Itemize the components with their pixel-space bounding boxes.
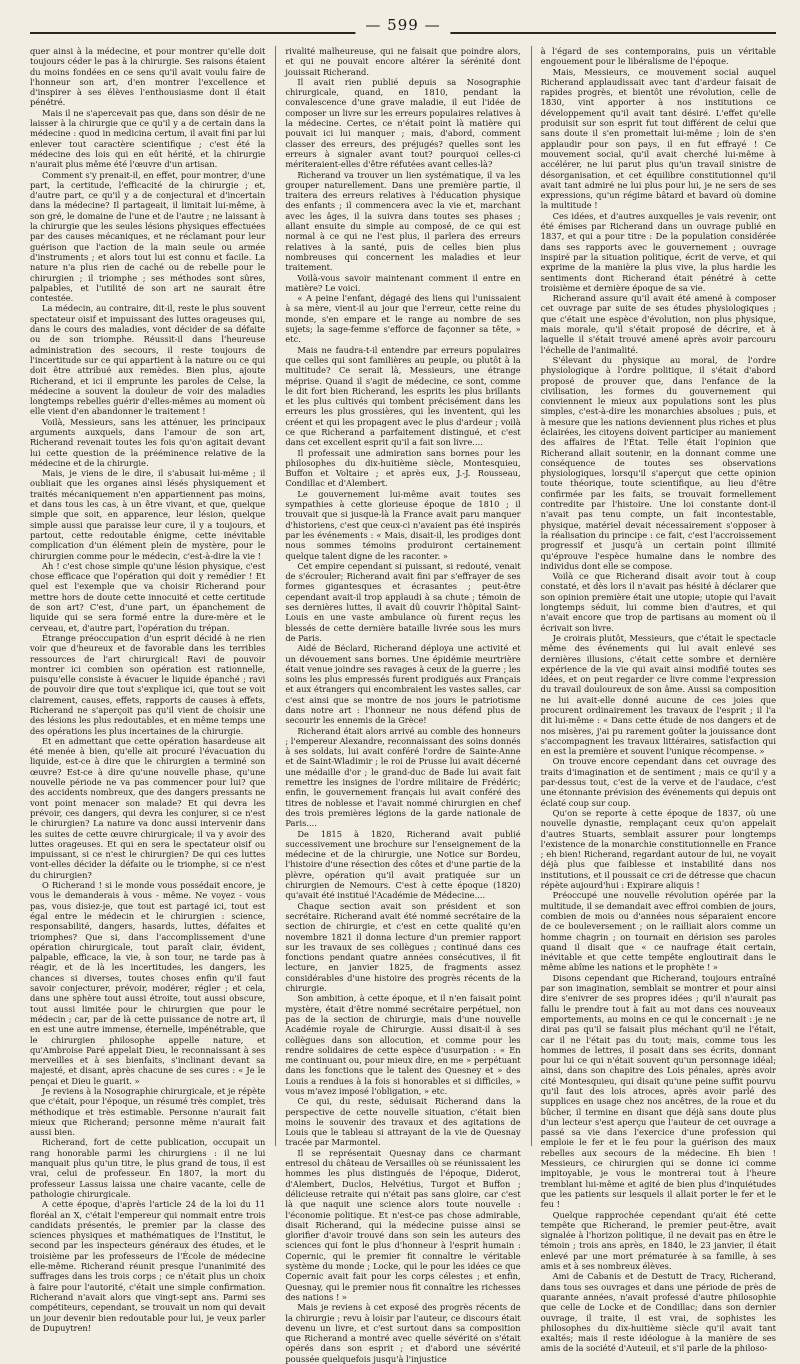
column-middle xyxy=(275,46,521,1364)
paragraph: Ami de Cabanis et de Destutt de Tracy, Richerand, dans tous ses ouvrages et dans une période de près de quarante années, n'avait professé d'autre philosophie que celle de Locke et de Condillac; dans son dernier ouvrage, il traite, il est vrai, de sophistes les philosophes du dix-huitième siècle qu'il avait tant exaltés; mais il reste idéologue à la manière de ses amis de la société d'Auteuil, et s'il parle de la philoso- xyxy=(540,1271,776,1354)
paragraph: S'élevant du physique au moral, de l'ordre physiologique à l'ordre politique, il s'était d'abord proposé de prouver que, dans l'enfance de la civilisation, les formes du gouvernement qui conviennent le mieux aux populations sont les plus simples, c'est-à-dire les monarchies absolues ; puis, et à mesure que les nations deviennent plus riches et plus éclairées, les citoyens doivent participer au maniement des affaires de l'État. Telle était l'opinion que Richerand allait soutenir, en la donnant comme une conséquence de toutes ses observations physiologiques, lorsqu'il s'aperçut que cette opinion toute théorique, toute scientifique, au lieu d'être confirmée par les faits, se trouvait formellement contredite par l'histoire. Une loi constante dont-il n'avait pas tenu compte, un fait incontestable, physique, matériel devait nécessairement s'opposer à la réalisation du principe : ce fait, c'est l'accroissement progressif et jusqu'à un certain point illimité qu'éprouve l'espèce humaine dans le nombre des individus dont elle se compose. xyxy=(540,354,776,571)
paragraph: Le gouvernement lui-même avait toutes ses sympathies à cette glorieuse époque de 1810 ; il trouvait que si jusque-là la France avait paru manquer d'historiens, c'est que ceux-ci n'avaient pas été inspirés par les événements : « Mais, disait-il, les prodiges dont nous sommes témoins produiront certainement quelque talent digne de les raconter. » xyxy=(285,488,521,561)
paragraph: Richerand assure qu'il avait été amené à composer cet ouvrage par suite de ses études physiologiques ; que c'était une espèce d'évolution, non plus physique, mais morale, qu'il s'était proposé de décrire, et à laquelle il s'était trouvé amené après avoir parcouru l'échelle de l'animalité. xyxy=(540,293,776,355)
paragraph: Mais il ne s'apercevait pas que, dans son désir de ne laisser à la chirurgie que ce qu'il y a de certain dans la médecine : quod in medicina certum, il avait fini par lui enlever tout caractère scientifique ; c'est été la médecine des lois qui en eût hérité, et la chirurgie n'aurait plus même été l'œuvre d'un artisan. xyxy=(30,107,266,170)
paragraph: Chaque section avait son président et son secrétaire. Richerand avait été nommé secrétaire de la section de chirurgie, et c'est en cette qualité qu'en novembre 1821 il donna lecture d'un premier rapport sur les travaux de ses collègues ; continué dans ces fonctions pendant quatre années consécutives, il fit lecture, en janvier 1825, de fragments assez considérables d'une histoire des progrès récents de la chirurgie. xyxy=(285,900,521,994)
paragraph: Je reviens à la Nosographie chirurgicale, et je répète que c'était, pour l'époque, un résumé très complet, très méthodique et très estimable. Personne n'aurait fait mieux que Richerand; personne même n'aurait fait aussi bien. xyxy=(30,1085,266,1138)
paragraph: Richerand était alors arrivé au comble des honneurs ; l'empereur Alexandre, reconnaissant des soins donnés à ses soldats, lui avait conféré l'ordre de Sainte-Anne et de Saint-Wladimir ; le roi de Prusse lui avait décerné une médaille d'or ; le grand-duc de Bade lui avait fait remettre les insignes de l'ordre militaire de Frédéric; enfin, le gouvernement français lui avait conféré des titres de noblesse et l'avait nommé chirurgien en chef des trois premières légions de la garde nationale de Paris.... xyxy=(285,725,521,829)
column-right xyxy=(531,46,776,1354)
paragraph: « A peine l'enfant, dégagé des liens qui l'unissaient à sa mère, vient-il au jour que l'erreur, cette reine du monde, s'en empare et le range au nombre de ses sujets; la sage-femme s'efforce de façonner sa tête, » etc. xyxy=(285,293,521,345)
paragraph: Richerand va trouver un lien systématique, il va les grouper naturellement. Dans une première partie, il traitera des erreurs relatives à l'éducation physique des enfants ; il commencera avec la vie et, marchant avec les âges, il la suivra dans toutes ses phases ; allant ensuite du simple au composé, de ce qui est normal à ce qui ne l'est plus, il parlera des erreurs relatives à la santé, puis de celles bien plus nombreuses qui concernent les maladies et leur traitement. xyxy=(285,169,521,273)
paragraph: Ah ! c'est chose simple qu'une lésion physique, c'est chose efficace que l'opération qui doit y remédier ! Et quel est l'exemple que va choisir Richerand pour mettre hors de doute cette innocuité et cette certitude de son art? C'est, d'une part, un épanchement de liquide qui se sera formé entre la dure-mère et le cerveau, et, d'autre part, l'opération du trépan. xyxy=(30,560,266,633)
page-header xyxy=(30,12,776,38)
paragraph: Mais je reviens à cet exposé des progrès récents de la chirurgie ; revu à loisir par l'auteur, ce discours était devenu un livre, et c'est surtout dans sa composition que Richerand a montré avec quelle sévérité on s'était opérés dans son esprit ; et d'abord une sévérité poussée quelquefois jusqu'à l'injustice xyxy=(285,1302,521,1364)
paragraph: Mais, Messieurs, ce mouvement social auquel Richerand applaudissait avec tant d'ardeur faisait de rapides progrès, et bientôt une révolution, celle de 1830, vint apporter à nos institutions ce développement qu'il avait tant désiré. L'effet qu'elle produisit sur son esprit fut tout différent de celui que sans doute il s'en promettait lui-même ; loin de s'en applaudir pour son pays, il en fut effrayé ! Ce mouvement social, qu'il avait cherché lui-même à accélérer, ne lui parut plus qu'un travail sinistre de désorganisation, et cet équilibre constitutionnel qu'il avait tant admiré ne lui plus pour lui, je ne sers de ses expressions, qu'un régime bâtard et bavard où domine la multitude ! xyxy=(540,66,776,211)
paragraph: On trouve encore cependant dans cet ouvrage des traits d'imagination et de sentiment ; mais ce qu'il y a par-dessus tout, c'est de la verve et de l'audace, c'est une étonnante prévision des événements qui depuis ont éclaté coup sur coup. xyxy=(540,756,776,808)
paragraph: Mais ne faudra-t-il entendre par erreurs populaires que celles qui sont familières au peuple, ou plutôt à la multitude? Ce serait là, Messieurs, une étrange méprise. Quand il s'agit de médecine, ce sont, comme le dit fort bien Richerand, les esprits les plus brillants et les plus cultivés qui tombent précisément dans les erreurs les plus grossières, qui les inventent, qui les créent et qui les propagent avec le plus d'ardeur ; voilà ce que Richerand a parfaitement distingué, et c'est dans cet excellent esprit qu'il a fait son livre.... xyxy=(285,344,521,448)
paragraph: Je croirais plutôt, Messieurs, que c'était le spectacle même des événements qui lui avait enlevé ses dernières illusions, c'était cette sombre et dernière expérience de la vie qui avait ainsi modifié toutes ses idées, et on peut regarder ce livre comme l'expression du travail douloureux de son âme. Aussi sa composition ne lui avait-elle donné aucune de ces joies que procurent ordinairement les travaux de l'esprit ; il l'a dit lui-même : « Dans cette étude de nos dangers et de nos misères, j'ai pu rarement goûter la jouissance dont s'accompagnent les travaux littéraires, satisfaction qui en est la première et souvent l'unique récompense. » xyxy=(540,632,776,757)
paragraph: Quelque rapprochée cependant qu'ait été cette tempête que Richerand, le premier peut-être, avait signalée à l'horizon politique, il ne devait pas en être le témoin ; trois ans après, en 1840, le 23 janvier, il était enlevé par une mort prématurée à sa famille, à ses amis et à ses nombreux élèves. xyxy=(540,1209,776,1272)
paragraph: Ce qui, du reste, séduisait Richerand dans la perspective de cette nouvelle situation, c'était bien moins le souvenir des travaux et des agitations de Louis que le tableau si attrayant de la vie de Quesnay tracée par Marmontel. xyxy=(285,1096,521,1148)
paragraph: Comment s'y prenait-il, en effet, pour montrer, d'une part, la certitude, l'efficacité de la chirurgie ; et, d'autre part, ce qu'il y a de conjectural et d'incertain dans la médecine? Il partageait, il limitait lui-même, à son gré, le domaine de l'une et de l'autre ; ne laissant à la chirurgie que les seules lésions physiques effectuées par des causes mécaniques, et ne réclamant pour leur guérison que l'action de la main seule ou armée d'instruments ; et alors tout lui est connu et facile. La nature n'a plus rien de caché ou de rebelle pour le chirurgien ; il triomphe ; ses méthodes sont sûres, palpables, et l'utilité de son art ne saurait être contestée. xyxy=(30,169,266,304)
text-columns xyxy=(30,46,776,1364)
paragraph: Il avait rien publié depuis sa Nosographie chirurgicale, quand, en 1810, pendant la convalescence d'une grave maladie, il eut l'idée de composer un livre sur les erreurs populaires relatives à la médecine. Certes, ce n'était point là matière qui pouvait ici lui manquer ; mais, d'abord, comment classer des erreurs, des préjugés? quelles sont les erreurs à signaler avant tout? pourquoi celles-ci mériteraient-elles d'être réfutées avant celles-là? xyxy=(285,76,521,170)
paragraph: rivalité malheureuse, qui ne faisait que poindre alors, et qui ne pouvait encore altérer la sérénité dont jouissait Richerand. xyxy=(285,46,521,77)
paragraph: Disons cependant que Richerand, toujours entraîné par son imagination, semblait se montrer et pour ainsi dire s'enivrer de ses propres idées ; qu'il n'aurait pas fallu le prendre tout à fait au mot dans ces nouveaux emportements, au moins en ce qui le concernait : je ne dirai pas qu'il se faisait plus méchant qu'il ne l'était, car il ne l'était pas du tout; mais, comme tous les hommes de lettres, il posait dans ses écrits, donnant pour lui ce qui n'était souvent qu'un personnage idéal; ainsi, dans son chapitre des Lois pénales, après avoir cité Montesquieu, qui disait qu'une peine suffit pourvu qu'il faut des lois atroces, après avoir parlé des supplices en usage chez nos ancêtres, de la roue et du bûcher, il termine en disant que déjà sans doute plus d'un lecteur s'est aperçu que l'auteur de cet ouvrage a passé sa vie dans l'exercice d'une profession qui emploie le fer et le feu pour la guérison des maux rebelles aux secours de la médecine. Eh bien ! Messieurs, ce chirurgien qui se donne ici comme impitoyable, je vous le montrerai tout à l'heure tremblant lui-même et agité de bien plus d'inquiétudes que les patients sur lesquels il allait porter le fer et le feu ! xyxy=(540,972,776,1210)
paragraph: Voilà, Messieurs, sans les atténuer, les principaux arguments auxquels, dans l'amour de son art, Richerand revenait toutes les fois qu'on agitait devant lui cette question de la prééminence relative de la médecine et de la chirurgie. xyxy=(30,416,266,468)
paragraph: Richerand, fort de cette publication, occupait un rang honorable parmi les chirurgiens : il ne lui manquait plus qu'un titre, le plus grand de tous, il est vrai, celui de professeur. En 1807, la mort du professeur Lassus laissa une chaire vacante, celle de pathologie chirurgicale. xyxy=(30,1137,266,1199)
paragraph: Cet empire cependant si puissant, si redouté, venait de s'écrouler; Richerand avait fini par s'effrayer de ses formes gigantesques et écrasantes ; peut-être cependant avait-il trop applaudi à sa chute ; témoin de ses dernières luttes, il avait dû couvrir l'hôpital Saint-Louis en une vaste ambulance où furent reçus les blessés de cette dernière bataille livrée sous les murs de Paris. xyxy=(285,560,521,643)
paragraph: A cette époque, d'après l'article 24 de la loi du 11 floréal an X, c'était l'empereur qui nommait entre trois candidats présentés, le premier par la classe des sciences physiques et mathématiques de l'Institut, le second par les inspecteurs généraux des études, et le troisième par les professeurs de l'École de médecine elle-même. Richerand réunit presque l'unanimité des suffrages dans les trois corps ; ce n'était plus un choix à faire pour l'autorité, c'était une simple confirmation. Richerand n'avait alors que vingt-sept ans. Parmi ses compétiteurs, cependant, se trouvait un nom qui devait un jour devenir bien redoutable pour lui, je veux parler de Dupuytren! xyxy=(30,1199,266,1333)
paragraph: Et en admettant que cette opération hasardeuse ait été menée à bien, qu'elle ait procuré l'évacuation du liquide, est-ce à dire que le chirurgien a terminé son œuvre? Est-ce à dire qu'une nouvelle phase, qu'une nouvelle période ne va pas commencer pour lui? que des accidents nombreux, que des dangers pressants ne vont point menacer son malade? Et qui devra les prévoir, ces dangers, qui devra les conjurer, si ce n'est le chirurgien? La nature va donc aussi intervenir dans les suites de cette œuvre chirurgicale; il va y avoir des luttes orageuses. Et qui en sera le spectateur oisif ou impuissant, si ce n'est le chirurgien? De qui ces luttes vont-elles décider la défaite ou le triomphe, si ce n'est du chirurgien? xyxy=(30,735,266,880)
paragraph: O Richerand ! si le monde vous possédait encore, je vous le demanderais à vous - même. Ne voyez - vous pas, vous disiez-je, que tout est partagé ici, tout est égal entre le médecin et le chirurgien : science, responsabilité, dangers, hasards, luttes, défaites et triomphes? Que si, dans l'accomplissement d'une opération chirurgicale, tout paraît clair, évident, palpable, efficace, la vie, à son tour, ne tarde pas à réagir, et de là les incertitudes, les dangers, les chances si diverses, toutes choses enfin qu'il faut savoir conjecturer, prévoir, modérer, régler ; et cela, dans une sphère tout aussi étroite, tout aussi obscure, tout aussi limitée pour le chirurgien que pour le médecin ; car, par de là cette puissance de notre art, il en est une autre immense, éternelle, impénétrable, que le chirurgien philosophe appelle nature, et qu'Ambroise Paré appelait Dieu, le reconnaissant à ses merveilles et à ses bienfaits, s'inclinant devant sa majesté, et disant, après chacune de ses cures : « Je le pençai et Dieu le guarit. » xyxy=(30,880,266,1086)
paragraph: De 1815 à 1820, Richerand avait publié successivement une brochure sur l'enseignement de la médecine et de la chirurgie, une Notice sur Bordeu, l'histoire d'une résection des côtes et d'une partie de la plèvre, opération qu'il avait pratiquée sur un chirurgien de Nemours. C'est à cette époque (1820) qu'avait été institué l'Académie de Médecine.... xyxy=(285,828,521,901)
paragraph: Il professait une admiration sans bornes pour les philosophes du dix-huitième siècle, Montesquieu, Buffon et Voltaire ; et après eux, J.-J. Rousseau, Condillac et d'Alembert. xyxy=(285,447,521,489)
paragraph: Qu'on se reporte à cette époque de 1837, où une nouvelle dynastie, remplaçant ceux qu'on appelait d'autres Stuarts, semblait assurer pour longtemps l'existence de la monarchie constitutionnelle en France ; eh bien! Richerand, regardant autour de lui, ne voyait déjà plus que faiblesse et instabilité dans nos institutions, et il poussait ce cri de détresse que chacun répète aujourd'hui : Expirare aliquis ! xyxy=(540,807,776,891)
page-number: — 599 — xyxy=(355,16,450,34)
column-left xyxy=(30,46,266,1333)
paragraph: Il se représentait Quesnay dans ce charmant entresol du château de Versailles où se réunissaient les hommes les plus distingués de l'époque, Diderot, d'Alembert, Duclos, Helvétius, Turgot et Buffon ; délicieuse retraite qui n'était pas sans gloire, car c'est là que naquit une science alors toute nouvelle : l'économie politique. Et n'est-ce pas chose admirable, disait Richerand, qui la médecine puisse ainsi se glorifier d'avoir trouvé dans son sein les auteurs des sciences qui font le plus d'honneur à l'esprit humain : Copernic, qui le premier fit connaître le véritable système du monde ; Locke, qui le pour les idées ce que Copernic avait fait pour les corps célestes ; et enfin, Quesnay, qui le premier nous fit connaître les richesses des nations ! » xyxy=(285,1147,521,1302)
paragraph: à l'égard de ses contemporains, puis un véritable engouement pour le libéralisme de l'époque. xyxy=(540,46,776,67)
paragraph: Voilà-vous savoir maintenant comment il entre en matière? Le voici. xyxy=(285,272,521,293)
paragraph: Étrange préoccupation d'un esprit décidé à ne rien voir que d'heureux et de favorable dans les terribles ressources de l'art chirurgical! Ravi de pouvoir montrer ici combien son opération est rationnelle, puisqu'elle consiste à évacuer le liquide épanché ; ravi de pouvoir dire que tout s'explique ici, que tout se voit clairement, causes, effets, rapports de causes à effets, Richerand ne s'aperçoit pas qu'il vient de choisir une des lésions les plus redoutables, et en même temps une des opérations les plus incertaines de la chirurgie. xyxy=(30,632,266,736)
paragraph: Ces idées, et d'autres auxquelles je vais revenir, ont été émises par Richerand dans un ouvrage publié en 1837, et qui a pour titre : De la population considérée dans ses rapports avec le gouvernement ; ouvrage inspiré par la situation politique, écrit de verve, et qui exprime de la manière la plus vive, la plus hardie les sentiments dont Richerand était pénétré à cette troisième et dernière époque de sa vie. xyxy=(540,210,776,293)
paragraph: Aidé de Béclard, Richerand déploya une activité et un dévouement sans bornes. Une épidémie meurtrière était venue joindre ses ravages à ceux de la guerre ; les soins les plus empressés furent prodigués aux Français et aux étrangers qui encombraient les vastes salles, car c'est ainsi que se montre de nos jours le patriotisme dans notre art : l'honneur ne nous défend plus de secourir les ennemis de la Grèce! xyxy=(285,643,521,726)
paragraph: Préoccupé une nouvelle révolution opérée par la multitude, il se demandait avec effroi combien de jours, combien de mois ou d'années nous séparaient encore de ce bouleversement ; on le railliait alors comme un homme chagrin ; on tournait en dérision ses paroles quand il disait que « ce naufrage était certain, inévitable et que cette tempête engloutirait dans le même abîme les nations et le prophète ! » xyxy=(540,890,776,973)
paragraph: Son ambition, à cette époque, et il n'en faisait point mystère, était d'être nommé secrétaire perpétuel, non pas de la section de chirurgie, mais d'une nouvelle Académie royale de Chirurgie. Aussi disait-il à ses collègues dans son allocution, et comme pour les rendre solidaires de cette espèce d'usurpation : « En me continuant ou, pour mieux dire, en me » perpétuant dans les fonctions que le talent des Quesney et » des Louis a rendues à la fois si honorables et si difficiles, » vous m'avez imposé l'obligation, » etc. xyxy=(285,993,521,1096)
paragraph: Voilà ce que Richerand disait avoir tout à coup constaté, et dès lors il n'avait pas hésité à déclarer que son opinion première était une utopie; utopie qui l'avait longtemps séduit, lui comme bien d'autres, et qui n'avait encore que trop de partisans au moment où il écrivait son livre. xyxy=(540,571,776,633)
paragraph: La médecin, au contraire, dit-il, reste le plus souvent spectateur oisif et impuissant des luttes orageuses qui, dans le cours des maladies, vont décider de sa défaite ou de son triomphe. Réussit-il dans l'heureuse administration des secours, il reste toujours de l'incertitude sur ce qui appartient à la nature ou ce qui doit être attribué aux remèdes. Bien plus, ajoute Richerand, et ici il emprunte les paroles de Celse, la médecine a souvent la douleur de voir des maladies longtemps rebelles guérir d'elles-mêmes au moment où elle vient d'en abandonner le traitement ! xyxy=(30,303,266,417)
paragraph: quer ainsi à la médecine, et pour montrer qu'elle doit toujours céder le pas à la chirurgie. Ses raisons étaient du moins fondées en ce sens qu'il avait voulu faire de l'honneur son art, d'en montrer l'excellence et d'inspirer à ses élèves l'enthousiasme dont il était pénétré. xyxy=(30,46,266,108)
paragraph: Mais, je viens de le dire, il s'abusait lui-même ; il oubliait que les organes ainsi lésés physiquement et traités mécaniquement n'en appartiennent pas moins, et dans tous les cas, à un être vivant, et que, quelque simple que soit, en apparence, leur lésion, quelque simple aussi que paraisse leur cure, il y a toujours, et partout, cette redoutable énigme, cette inévitable complication d'un élément plein de mystère, pour le chirurgien comme pour le médecin, c'est-à-dire la vie ! xyxy=(30,468,266,561)
